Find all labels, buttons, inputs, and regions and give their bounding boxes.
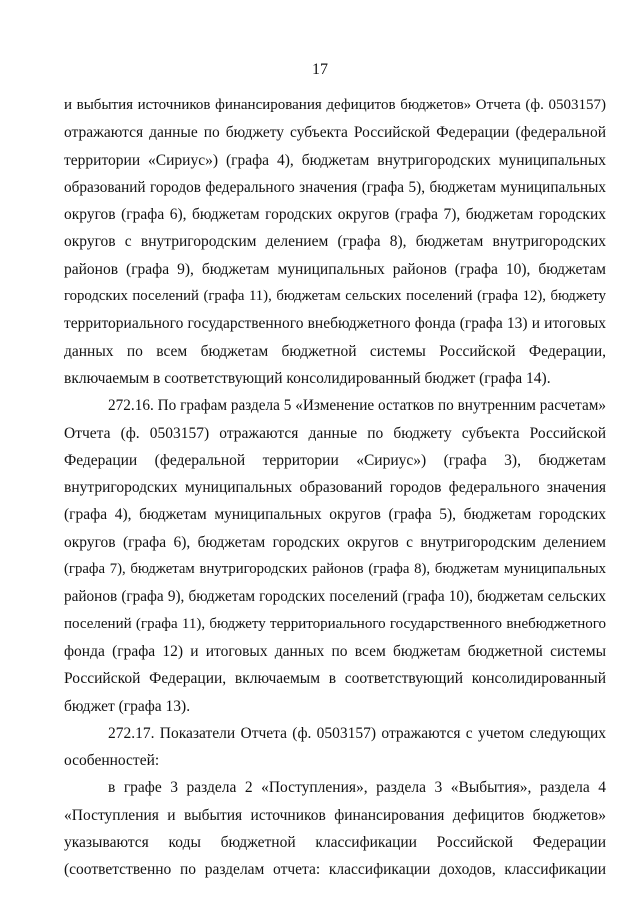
text-line: данных по всем бюджетам бюджетной системы Российской Федерации, xyxy=(64,342,606,360)
paragraph-272-16-first-line: 272.16. По графам раздела 5 «Изменение остатков по внутренним расчетам» xyxy=(108,397,606,415)
text-line: «Поступления и выбытия источников финансирования дефицитов бюджетов» xyxy=(64,806,606,824)
text-line: отражаются данные по бюджету субъекта Российской Федерации (федеральной xyxy=(64,124,606,142)
text-line: и выбытия источников финансирования дефицитов бюджетов» Отчета (ф. 0503157) xyxy=(64,97,606,113)
text-line: внутригородских муниципальных образований городов федерального значения xyxy=(64,479,606,497)
text-line: районов (графа 9), бюджетам муниципальных районов (графа 10), бюджетам xyxy=(64,260,606,278)
text-line: городских поселений (графа 11), бюджетам сельских поселений (графа 12), бюджету xyxy=(64,288,606,305)
text-line: фонда (графа 12) и итоговых данных по всем бюджетам бюджетной системы xyxy=(64,642,606,660)
paragraph-272-17-first-line: 272.17. Показатели Отчета (ф. 0503157) отражаются с учетом следующих xyxy=(108,724,606,742)
text-line: Отчета (ф. 0503157) отражаются данные по бюджету субъекта Российской xyxy=(64,424,606,442)
paragraph-graph-3-first-line: в графе 3 раздела 2 «Поступления», раздела 3 «Выбытия», раздела 4 xyxy=(108,779,606,797)
text-line: образований городов федерального значения (графа 5), бюджетам муниципальных xyxy=(64,178,606,196)
text-line: территории «Сириус») (графа 4), бюджетам внутригородских муниципальных xyxy=(64,151,606,169)
text-line: бюджет (графа 13). xyxy=(64,697,191,715)
text-line: поселений (графа 11), бюджету территориального государственного внебюджетного xyxy=(64,615,606,632)
document-body xyxy=(64,92,606,884)
text-line: округов (графа 6), бюджетам городских округов с внутригородским делением xyxy=(64,533,606,551)
text-line: Федерации (федеральной территории «Сириус») (графа 3), бюджетам xyxy=(64,451,606,469)
page-number: 17 xyxy=(312,61,328,78)
text-line: особенностей: xyxy=(64,752,160,770)
text-line: округов с внутригородским делением (графа 8), бюджетам внутригородских xyxy=(64,233,606,251)
text-line: территориального государственного внебюджетного фонда (графа 13) и итоговых xyxy=(64,315,606,333)
text-line: включаемым в соответствующий консолидированный бюджет (графа 14). xyxy=(64,369,551,387)
text-line: районов (графа 9), бюджетам городских поселений (графа 10), бюджетам сельских xyxy=(64,588,606,606)
text-line: Российской Федерации, включаемым в соответствующий консолидированный xyxy=(64,670,606,688)
text-line: округов (графа 6), бюджетам городских округов (графа 7), бюджетам городских xyxy=(64,206,606,224)
text-line: (графа 4), бюджетам муниципальных округов (графа 5), бюджетам городских xyxy=(64,506,606,524)
text-line: (графа 7), бюджетам внутригородских районов (графа 8), бюджетам муниципальных xyxy=(64,561,606,578)
text-line: (соответственно по разделам отчета: классификации доходов, классификации xyxy=(64,861,606,879)
text-line: указываются коды бюджетной классификации Российской Федерации xyxy=(64,834,606,852)
